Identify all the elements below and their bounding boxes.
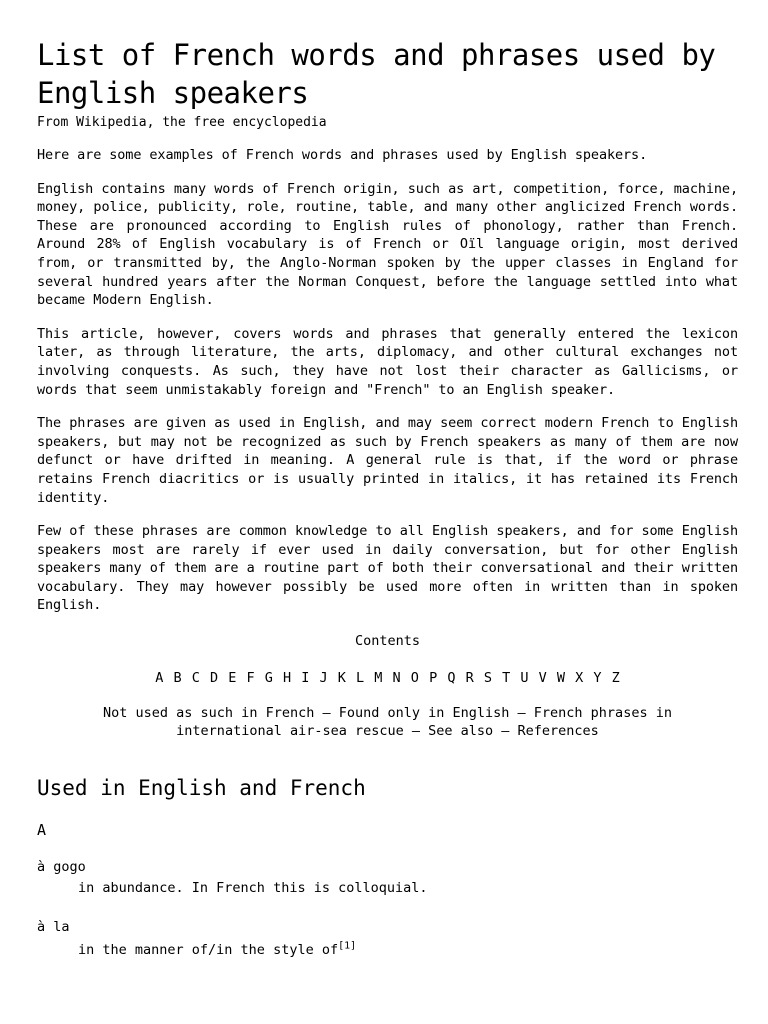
body-paragraph-scope: This article, however, covers words and phrases that generally entered the lexicon later, as through literature, the arts, diplomacy, and other cultural exchanges not involving conquests. As such, they have not lost their character as Gallicisms, or words that seem unmistakably foreign and "French" to an English speaker. [37, 325, 738, 398]
intro-paragraph: Here are some examples of French words and phrases used by English speakers. [37, 147, 648, 163]
contents-section-links[interactable] [37, 704, 738, 740]
page-title: List of French words and phrases used by English speakers [37, 38, 716, 110]
body-paragraph-origin: English contains many words of French origin, such as art, competition, force, machine, money, police, publicity, role, routine, table, and many other anglicized French words. These are pronounced according to English rules of phonology, rather than French. Around 28% of English vocabulary is of French or Oïl language origin, most derived from, or transmitted by, the Anglo-Norman spoken by the upper classes in England for several hundred years after the Norman Conquest, before the language settled into what became Modern English. [37, 180, 738, 309]
entry-definition-text: in the manner of/in the style of [78, 942, 339, 959]
contents-letter-index[interactable]: A B C D E F G H I J K L M N O P Q R S T U V W X Y Z [155, 670, 620, 687]
letter-heading: A [37, 821, 47, 840]
page-subtitle: From Wikipedia, the free encyclopedia [37, 115, 327, 130]
contents-links-line-2[interactable]: international air-sea rescue — See also — References [176, 723, 599, 740]
entry-term: à gogo [37, 859, 86, 876]
entry-definition [78, 941, 738, 959]
contents-title: Contents [354, 633, 421, 650]
section-heading: Used in English and French [37, 776, 366, 801]
body-paragraph-usage: The phrases are given as used in English, and may seem correct modern French to English speakers, but may not be recognized as such by French speakers as many of them are now defunct or have drifted in meaning. A general rule is that, if the word or phrase retains French diacritics or is usually printed in italics, it has retained its French identity. [37, 415, 738, 506]
entry-term: à la [37, 919, 70, 936]
reference-link[interactable]: [1] [338, 940, 357, 952]
contents-links-line-1[interactable]: Not used as such in French — Found only in English — French phrases in [103, 705, 672, 722]
entry-definition: in abundance. In French this is colloquial. [78, 880, 428, 897]
body-paragraph-knowledge: Few of these phrases are common knowledge to all English speakers, and for some English speakers most are rarely if ever used in daily conversation, but for other English speakers many of them are a routine part of both their conversational and their written vocabulary. They may however possibly be used more often in written than in spoken English. [37, 523, 738, 614]
